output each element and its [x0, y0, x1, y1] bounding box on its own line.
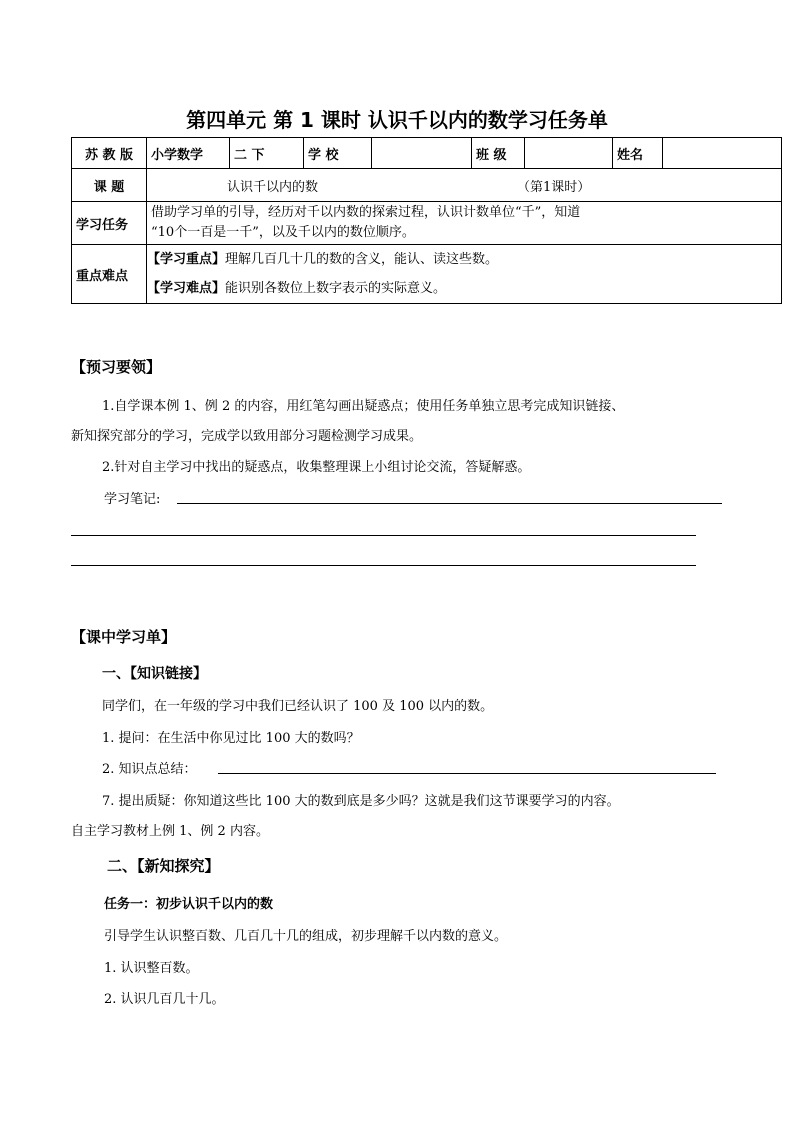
preview-item-1-line-2: 新知探究部分的学习，完成学以致用部分习题检测学习成果。	[71, 429, 423, 444]
summary-answer-line[interactable]	[218, 773, 716, 774]
task-cell	[147, 202, 782, 245]
difficulty-tag: 【学习难点】	[147, 281, 226, 296]
notes-label: 学习笔记:	[104, 492, 161, 507]
header-row	[72, 138, 782, 169]
task-line-1: 借助学习单的引导，经历对千以内数的探索过程，认识计数单位“千”，知道	[151, 205, 581, 220]
difficulty-point	[147, 274, 777, 303]
task-1-item-1: 1. 认识整百数。	[104, 961, 199, 976]
page-title: 第四单元 第 1 课时 认识千以内的数学习任务单	[186, 108, 608, 132]
question-1: 1. 提问：在生活中你见过比 100 大的数吗？	[102, 731, 360, 746]
key-cell	[147, 245, 782, 304]
topic-label: 课 题	[72, 169, 147, 202]
task-line-2: “10个一百是一千”，以及千以内的数位顺序。	[151, 225, 415, 240]
name-value[interactable]	[663, 138, 782, 169]
key-point	[147, 245, 777, 274]
lesson-note: （第1课时）	[517, 179, 591, 195]
inclass-heading: 【课中学习单】	[71, 628, 177, 646]
difficulty-text: 能识别各数位上数字表示的实际意义。	[225, 281, 447, 296]
knowledge-link-heading: 一、【知识链接】	[102, 666, 207, 682]
question-7-line-2: 自主学习教材上例 1、例 2 内容。	[71, 824, 269, 839]
notes-line-3[interactable]	[71, 565, 696, 566]
name-label: 姓名	[613, 138, 663, 169]
knowledge-intro: 同学们，在一年级的学习中我们已经认识了 100 及 100 以内的数。	[102, 699, 494, 714]
school-value[interactable]	[372, 138, 472, 169]
topic-cell	[147, 169, 782, 202]
topic-row	[72, 169, 782, 202]
task-1-intro: 引导学生认识整百数、几百几十几的组成，初步理解千以内数的意义。	[104, 929, 508, 944]
new-knowledge-heading: 二、【新知探究】	[107, 857, 220, 875]
class-value[interactable]	[525, 138, 613, 169]
key-row	[72, 245, 782, 304]
topic-value: 认识千以内的数	[227, 179, 319, 195]
key-point-tag: 【学习重点】	[147, 252, 226, 267]
subject-cell: 小学数学	[147, 138, 230, 169]
preview-item-1-line-1: 1.自学课本例 1、例 2 的内容，用红笔勾画出疑惑点；使用任务单独立思考完成知识链接、	[102, 399, 625, 414]
preview-item-2: 2.针对自主学习中找出的疑惑点，收集整理课上小组讨论交流，答疑解惑。	[102, 460, 531, 475]
class-label: 班 级	[472, 138, 525, 169]
preview-heading: 【预习要领】	[71, 358, 162, 376]
school-label: 学 校	[304, 138, 372, 169]
lesson-info-table	[71, 137, 782, 304]
grade-cell: 二 下	[230, 138, 304, 169]
task-1-heading: 任务一：初步认识千以内的数	[104, 897, 274, 912]
task-1-item-2: 2. 认识几百几十几。	[104, 992, 225, 1007]
key-point-text: 理解几百几十几的数的含义，能认、读这些数。	[225, 252, 499, 267]
notes-line-1[interactable]	[177, 503, 722, 504]
key-label: 重点难点	[72, 245, 147, 304]
task-row	[72, 202, 782, 245]
publisher-cell: 苏 教 版	[72, 138, 147, 169]
notes-line-2[interactable]	[71, 535, 696, 536]
task-label: 学习任务	[72, 202, 147, 245]
question-7-line-1: 7. 提出质疑：你知道这些比 100 大的数到底是多少吗？这就是我们这节课要学习的内容。	[102, 794, 620, 809]
question-2: 2. 知识点总结：	[102, 762, 197, 777]
